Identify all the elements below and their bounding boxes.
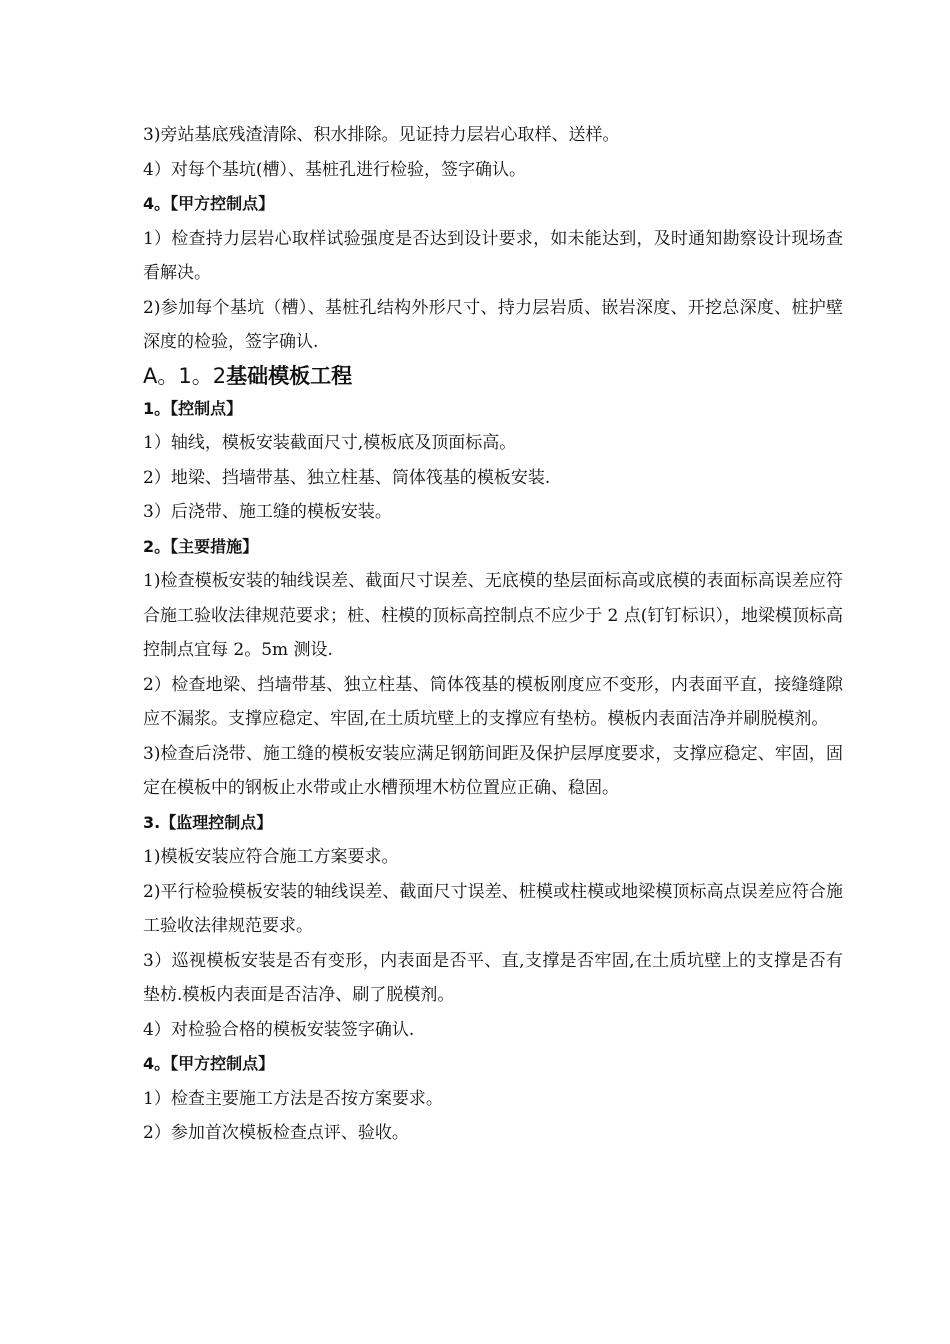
- heading-owner-control-points-2: 4。【甲方控制点】: [143, 1054, 275, 1073]
- document-body: [143, 118, 843, 1151]
- text-line: 4）对每个基坑(槽）、基桩孔进行检验，签字确认。: [143, 159, 526, 180]
- paragraph: 3)检查后浇带、施工缝的模板安装应满足钢筋间距及保护层厚度要求，支撑应稳定、牢固，固定在模板中的钢板止水带或止水槽预埋木枋位置应正确、稳固。: [143, 743, 843, 798]
- list-item: 2）地梁、挡墙带基、独立柱基、筒体筏基的模板安装.: [143, 467, 551, 488]
- section-title-text: 基础模板工程: [226, 363, 353, 388]
- section-title: [143, 360, 843, 392]
- heading-control-points: 1。【控制点】: [143, 398, 243, 418]
- paragraph: 2)平行检验模板安装的轴线误差、截面尺寸误差、桩模或柱模或地梁模顶标高点误差应符合施工验收法律规范要求。: [143, 881, 843, 936]
- paragraph: 2)参加每个基坑（槽）、基桩孔结构外形尺寸、持力层岩质、嵌岩深度、开挖总深度、桩护壁深度的检验，签字确认.: [143, 297, 843, 352]
- heading-owner-control-points: 4。【甲方控制点】: [143, 194, 275, 213]
- list-item: 1）检查主要施工方法是否按方案要求。: [143, 1088, 443, 1109]
- section-number: A。1。2: [143, 363, 227, 388]
- paragraph: 4）对检验合格的模板安装签字确认.: [143, 1019, 415, 1040]
- paragraph: 1）检查持力层岩心取样试验强度是否达到设计要求，如未能达到，及时通知勘察设计现场查看解决。: [143, 228, 843, 283]
- text-line: 3)旁站基底残渣清除、积水排除。见证持力层岩心取样、送样。: [143, 125, 620, 145]
- list-item: 1）轴线，模板安装截面尺寸,模板底及顶面标高。: [143, 433, 517, 453]
- list-item: 2）参加首次模板检查点评、验收。: [143, 1123, 409, 1143]
- paragraph: 1)模板安装应符合施工方案要求。: [143, 847, 399, 867]
- paragraph: 2）检查地梁、挡墙带基、独立柱基、筒体筏基的模板刚度应不变形，内表面平直，接缝缝隙应不漏浆。支撑应稳定、牢固,在土质坑壁上的支撑应有垫枋。模板内表面洁净并刷脱模剂。: [143, 674, 843, 729]
- heading-supervision-control-points: 3.【监理控制点】: [143, 812, 273, 832]
- paragraph: 3）巡视模板安装是否有变形，内表面是否平、直,支撑是否牢固,在土质坑壁上的支撑是否有垫枋.模板内表面是否洁净、刷了脱模剂。: [143, 950, 843, 1005]
- list-item: 3）后浇带、施工缝的模板安装。: [143, 502, 392, 522]
- paragraph: 1)检查模板安装的轴线误差、截面尺寸误差、无底模的垫层面标高或底模的表面标高误差应符合施工验收法律规范要求；桩、柱模的顶标高控制点不应少于 2 点(钉钉标识），地梁模顶标高控制点宜每 2。5m 测设.: [143, 571, 843, 660]
- heading-main-measures: 2。【主要措施】: [143, 536, 259, 556]
